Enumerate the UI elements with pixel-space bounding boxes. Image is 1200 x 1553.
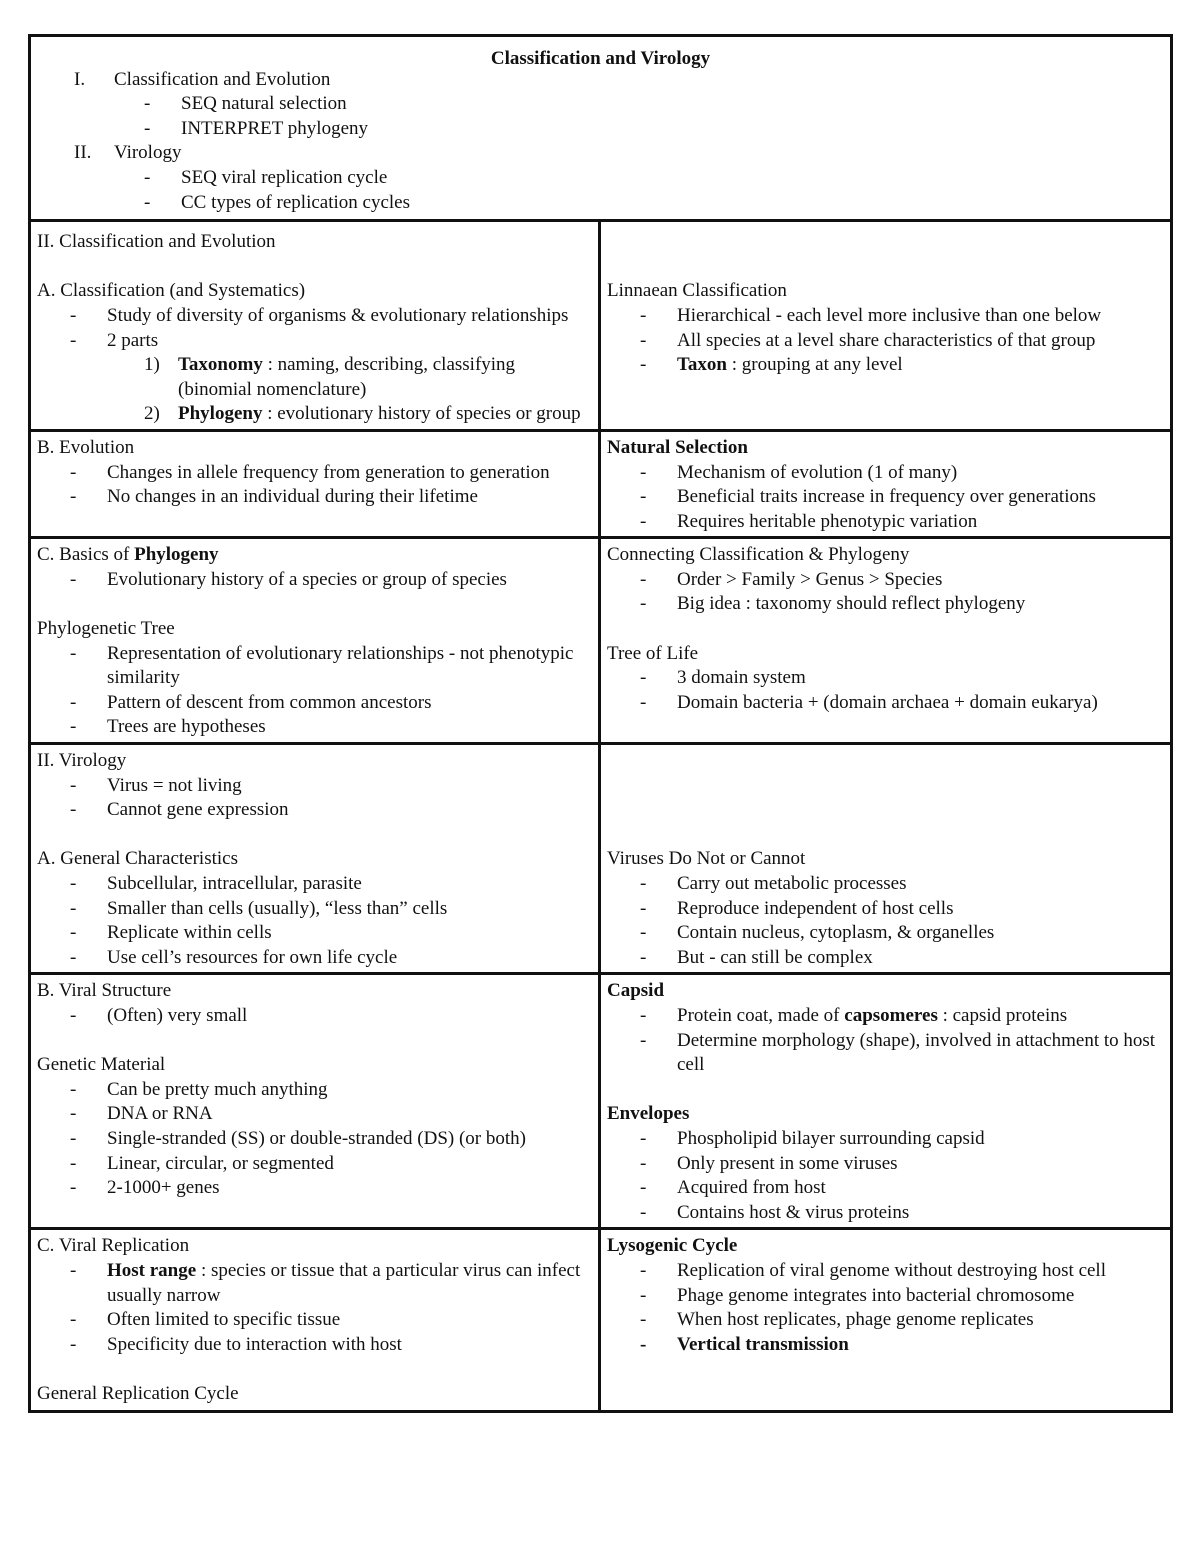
right-cell — [600, 1229, 1172, 1412]
subsection-heading: Phylogenetic Tree — [37, 618, 175, 640]
bullet-item: - Replication of viral genome without destroying host cell — [640, 1259, 1106, 1281]
bullet-item: - Virus = not living — [70, 774, 242, 796]
bullet-item: - Cannot gene expression — [70, 799, 289, 821]
bullet-item: - Specificity due to interaction with host — [70, 1333, 402, 1355]
subsection-heading: A. Classification (and Systematics) — [37, 280, 306, 302]
bullet-item: - Trees are hypotheses — [70, 716, 266, 738]
bullet-item: - Can be pretty much anything — [70, 1078, 328, 1100]
bullet-item: - Requires heritable phenotypic variation — [640, 510, 978, 532]
section-heading: II. Classification and Evolution — [37, 231, 276, 253]
numbered-item: 2) Phylogeny : evolutionary history of species or group — [144, 403, 581, 425]
outline-number: I. — [74, 68, 86, 90]
subsection-heading: Capsid — [607, 980, 665, 1002]
notes-row — [30, 221, 1172, 431]
bullet-item: - (Often) very small — [70, 1004, 248, 1026]
outline-subitem: - SEQ viral replication cycle — [144, 166, 388, 188]
bullet-item: - Pattern of descent from common ancestors — [70, 691, 432, 713]
right-cell — [600, 430, 1172, 537]
bullet-item: - Mechanism of evolution (1 of many) — [640, 461, 958, 483]
notes-row — [30, 974, 1172, 1229]
subsection-heading: Tree of Life — [607, 642, 699, 664]
bullet-item: - Representation of evolutionary relationships - not phenotypic similarity — [70, 642, 574, 689]
subsection-heading: B. Viral Structure — [37, 980, 172, 1002]
notes-row — [30, 744, 1172, 974]
bullet-item: - All species at a level share characteristics of that group — [640, 329, 1096, 351]
bullet-item: - Only present in some viruses — [640, 1152, 898, 1174]
term: Taxon — [677, 354, 727, 376]
bullet-item: - Linear, circular, or segmented — [70, 1152, 334, 1174]
bullet-item: - No changes in an individual during their lifetime — [70, 486, 478, 508]
subsection-heading: Lysogenic Cycle — [607, 1235, 738, 1257]
subsection-heading: Connecting Classification & Phylogeny — [607, 544, 910, 566]
outline-item — [37, 68, 1164, 93]
subsection-heading: Envelopes — [607, 1103, 690, 1125]
outline-item — [37, 141, 1164, 166]
notes-page — [28, 34, 1170, 1413]
bullet-item: - Phospholipid bilayer surrounding capsid — [640, 1127, 985, 1149]
outline-label: Classification and Evolution — [114, 68, 331, 90]
subsection-heading: C. Basics of Phylogeny — [37, 544, 219, 566]
subsection-heading: A. General Characteristics — [37, 848, 238, 870]
bullet-item: - Replicate within cells — [70, 922, 272, 944]
bullet-item: - Single-stranded (SS) or double-stranded (DS) (or both) — [70, 1127, 526, 1149]
bullet-item: - Subcellular, intracellular, parasite — [70, 873, 362, 894]
bullet-item: - Hierarchical - each level more inclusive than one below — [640, 304, 1102, 326]
bullet-item: - Order > Family > Genus > Species — [640, 568, 943, 590]
bullet-item: - Domain bacteria + (domain archaea + domain eukarya) — [640, 691, 1098, 713]
bullet-item: - Protein coat, made of capsomeres : capsid proteins — [640, 1004, 1068, 1026]
bullet-item: - Often limited to specific tissue — [70, 1309, 341, 1331]
bullet-item: - Big idea : taxonomy should reflect phylogeny — [640, 593, 1026, 615]
term: capsomeres — [844, 1004, 938, 1026]
bullet-item: - Use cell’s resources for own life cycle — [70, 946, 398, 968]
header-row — [30, 36, 1172, 221]
notes-row — [30, 430, 1172, 537]
bullet-item: - Beneficial traits increase in frequency over generations — [640, 486, 1096, 508]
bullet-item: - 2 parts — [70, 329, 159, 351]
right-cell — [600, 744, 1172, 974]
bullet-item: - Phage genome integrates into bacterial chromosome — [640, 1284, 1075, 1306]
bullet-item: - Vertical transmission — [640, 1333, 849, 1355]
subsection-heading: Natural Selection — [607, 436, 748, 458]
numbered-item: 1) Taxonomy : naming, describing, classifying (binomial nomenclature) — [144, 354, 516, 400]
subsection-heading: B. Evolution — [37, 436, 135, 458]
left-cell — [30, 430, 600, 537]
bullet-item: - Carry out metabolic processes — [640, 873, 907, 894]
left-cell — [30, 974, 600, 1229]
bullet-item: - Contains host & virus proteins — [640, 1201, 910, 1223]
bullet-item: - Determine morphology (shape), involved in attachment to host cell — [640, 1029, 1156, 1076]
section-heading: II. Virology — [37, 750, 127, 772]
notes-table — [28, 34, 1173, 1413]
outline-subitem: - SEQ natural selection — [144, 93, 347, 115]
outline-subitem: - CC types of replication cycles — [144, 191, 410, 213]
outline-number: II. — [74, 142, 92, 164]
bullet-item: - 2-1000+ genes — [70, 1177, 220, 1199]
notes-row — [30, 1229, 1172, 1412]
subsection-heading: Linnaean Classification — [607, 280, 787, 302]
subsection-heading: Genetic Material — [37, 1054, 166, 1076]
bullet-item: - Host range : species or tissue that a particular virus can infect usually narrow — [70, 1259, 581, 1306]
term: Host range — [107, 1259, 197, 1281]
bullet-item: - Taxon : grouping at any level — [640, 354, 903, 376]
bullet-item: - Changes in allele frequency from generation to generation — [70, 461, 550, 483]
notes-row — [30, 538, 1172, 744]
bullet-item: - Smaller than cells (usually), “less than” cells — [70, 897, 448, 919]
right-cell — [600, 974, 1172, 1229]
outline-label: Virology — [114, 142, 182, 164]
subsection-heading: Viruses Do Not or Cannot — [607, 848, 806, 870]
bullet-item: - 3 domain system — [640, 667, 806, 689]
subsection-heading: C. Viral Replication — [37, 1235, 190, 1257]
bullet-item: - Contain nucleus, cytoplasm, & organelles — [640, 922, 995, 944]
right-cell — [600, 538, 1172, 744]
bullet-item: - Reproduce independent of host cells — [640, 897, 954, 919]
bullet-item: - Acquired from host — [640, 1177, 826, 1199]
left-cell — [30, 538, 600, 744]
left-cell — [30, 1229, 600, 1412]
outline-subitem: - INTERPRET phylogeny — [144, 117, 369, 139]
header-cell — [30, 36, 1172, 221]
bullet-item: - But - can still be complex — [640, 946, 873, 968]
bullet-item: - DNA or RNA — [70, 1103, 213, 1125]
term: Taxonomy — [178, 354, 263, 376]
left-cell — [30, 221, 600, 431]
left-cell — [30, 744, 600, 974]
subsection-heading: General Replication Cycle — [37, 1382, 239, 1404]
bullet-item: - Evolutionary history of a species or group of species — [70, 568, 507, 590]
page-title: Classification and Virology — [490, 48, 711, 69]
term: Phylogeny — [178, 403, 263, 425]
bullet-item: - Study of diversity of organisms & evolutionary relationships — [70, 304, 569, 326]
right-cell — [600, 221, 1172, 431]
bullet-item: - When host replicates, phage genome replicates — [640, 1309, 1034, 1331]
